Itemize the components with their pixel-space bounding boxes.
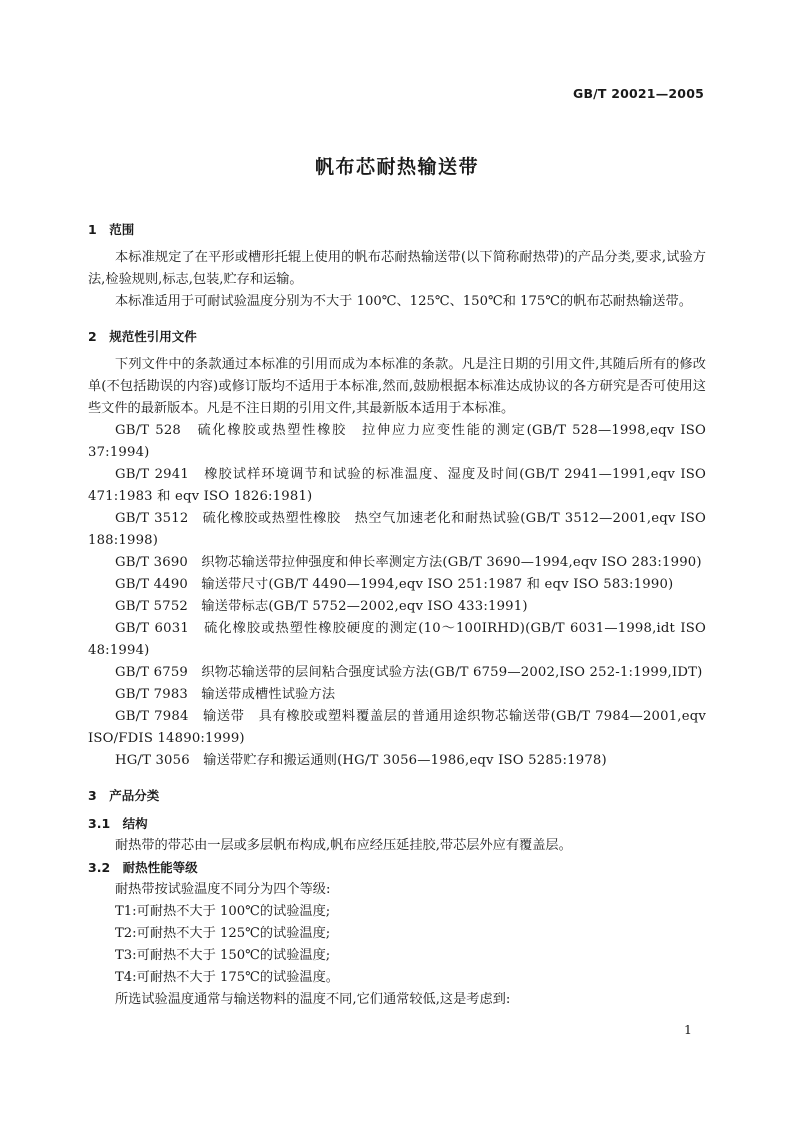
section-1-paragraph-1: 本标准规定了在平形或槽形托辊上使用的帆布芯耐热输送带(以下简称耐热带)的产品分类,要求,试验方法,检验规则,标志,包装,贮存和运输。 — [88, 250, 706, 287]
reference-item: GB/T 3512 硫化橡胶或热塑性橡胶 热空气加速老化和耐热试验(GB/T 3512—2001,eqv ISO 188:1998) — [88, 511, 706, 548]
section-2-heading: 2 规范性引用文件 — [88, 329, 197, 344]
reference-item: GB/T 4490 输送带尺寸(GB/T 4490—1994,eqv ISO 251:1987 和 eqv ISO 583:1990) — [115, 577, 674, 592]
grade-t3: T3:可耐热不大于 150℃的试验温度; — [115, 948, 331, 963]
document-title: 帆布芯耐热输送带 — [314, 156, 479, 178]
section-1-heading: 1 范围 — [88, 222, 135, 237]
reference-item: GB/T 7984 输送带 具有橡胶或塑料覆盖层的普通用途织物芯输送带(GB/T 7984—2001,eqv ISO/FDIS 14890:1999) — [88, 709, 706, 746]
section-1-paragraph-2: 本标准适用于可耐试验温度分别为不大于 100℃、125℃、150℃和 175℃的帆布芯耐热输送带。 — [115, 294, 692, 309]
grade-t1: T1:可耐热不大于 100℃的试验温度; — [115, 904, 331, 919]
reference-item: GB/T 7983 输送带成槽性试验方法 — [115, 687, 336, 702]
standard-code: GB/T 20021—2005 — [572, 86, 704, 101]
reference-item: GB/T 6031 硫化橡胶或热塑性橡胶硬度的测定(10～100IRHD)(GB/T 6031—1998,idt ISO 48:1994) — [88, 621, 706, 658]
document-body — [88, 219, 706, 1011]
reference-item: GB/T 3690 织物芯输送带拉伸强度和伸长率测定方法(GB/T 3690—1994,eqv ISO 283:1990) — [115, 555, 702, 570]
reference-item: GB/T 5752 输送带标志(GB/T 5752—2002,eqv ISO 433:1991) — [115, 599, 528, 614]
grade-note: 所选试验温度通常与输送物料的温度不同,它们通常较低,这是考虑到: — [115, 992, 511, 1007]
subsection-3-1-heading: 3.1 结构 — [88, 816, 148, 831]
subsection-3-2-heading: 3.2 耐热性能等级 — [88, 860, 198, 875]
reference-item: GB/T 2941 橡胶试样环境调节和试验的标准温度、湿度及时间(GB/T 2941—1991,eqv ISO 471:1983 和 eqv ISO 1826:1981) — [88, 467, 706, 504]
grade-t4: T4:可耐热不大于 175℃的试验温度。 — [115, 970, 339, 985]
grade-intro: 耐热带按试验温度不同分为四个等级: — [115, 882, 331, 897]
reference-item: HG/T 3056 输送带贮存和搬运通则(HG/T 3056—1986,eqv ISO 5285:1978) — [115, 753, 607, 768]
subsection-3-1-text: 耐热带的带芯由一层或多层帆布构成,帆布应经压延挂胶,带芯层外应有覆盖层。 — [115, 838, 572, 853]
page-number: 1 — [684, 1022, 692, 1037]
section-3-heading: 3 产品分类 — [88, 788, 160, 803]
reference-item: GB/T 6759 织物芯输送带的层间粘合强度试验方法(GB/T 6759—2002,ISO 252-1:1999,IDT) — [115, 665, 703, 680]
reference-item: GB/T 528 硫化橡胶或热塑性橡胶 拉伸应力应变性能的测定(GB/T 528—1998,eqv ISO 37:1994) — [88, 423, 706, 460]
grade-t2: T2:可耐热不大于 125℃的试验温度; — [115, 926, 331, 941]
section-2-intro: 下列文件中的条款通过本标准的引用而成为本标准的条款。凡是注日期的引用文件,其随后所有的修改单(不包括勘误的内容)或修订版均不适用于本标准,然而,鼓励根据本标准达成协议的各方研究是否可使用这些文件的最新版本。凡是不注日期的引用文件,其最新版本适用于本标准。 — [88, 357, 706, 416]
